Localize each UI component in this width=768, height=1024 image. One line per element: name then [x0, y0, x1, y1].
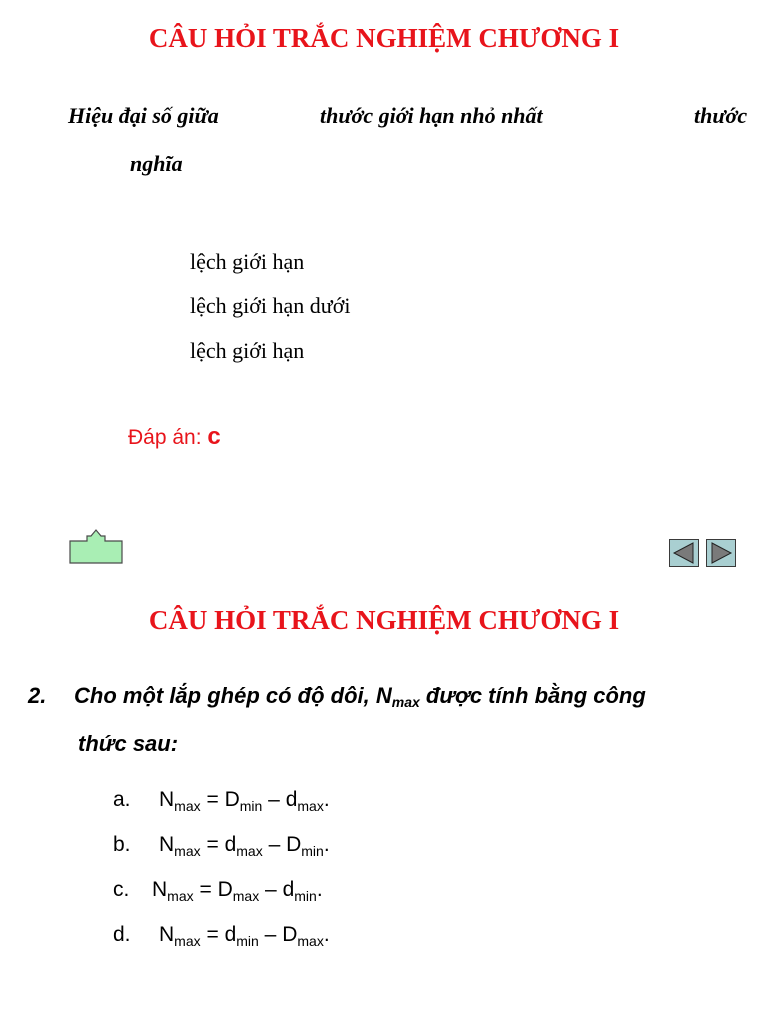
q2-text-a: Cho một lắp ghép có độ dôi, N	[74, 683, 392, 708]
slide2-option-c: $N_{max} = D_{max} - d_{min}$.	[152, 878, 323, 904]
slide2-option-a: $N_{max} = D_{min} - d_{max}$.	[159, 788, 330, 814]
slide2-option-letter-c: c.	[113, 878, 130, 901]
slide2-option-d: $N_{max} = d_{min} - D_{max}$.	[159, 923, 330, 949]
slide2-option-b: $N_{max} = d_{max} - D_{min}$.	[159, 833, 330, 859]
answer-value: c	[207, 423, 221, 450]
slide2-option-letter-a: a.	[113, 788, 131, 811]
question-part-3: thước	[694, 103, 748, 128]
slide1-option-1: lệch giới hạn	[190, 249, 305, 274]
home-up-icon[interactable]	[69, 528, 123, 564]
question-number: 2.	[28, 683, 47, 708]
next-triangle-icon	[707, 540, 735, 566]
answer-line	[128, 424, 221, 451]
slide1-option-2: lệch giới hạn dưới	[190, 293, 351, 318]
question-2-line-2: thức sau:	[78, 731, 179, 756]
slide1-title: CÂU HỎI TRẮC NGHIỆM CHƯƠNG I	[148, 23, 620, 53]
next-button[interactable]	[706, 539, 736, 567]
q2-sub: max	[391, 694, 420, 710]
slide2-option-letter-b: b.	[113, 833, 131, 856]
prev-button[interactable]	[669, 539, 699, 567]
prev-triangle-icon	[670, 540, 698, 566]
q2-text-b: được tính bằng công	[419, 683, 646, 708]
question-part-4: nghĩa	[130, 151, 183, 176]
slide2-title: CÂU HỎI TRẮC NGHIỆM CHƯƠNG I	[148, 605, 620, 635]
question-part-2: thước giới hạn nhỏ nhất	[320, 103, 543, 128]
slide2-option-letter-d: d.	[113, 923, 131, 946]
question-part-1: Hiệu đại số giữa	[68, 103, 219, 128]
answer-label: Đáp án:	[128, 426, 202, 449]
question-2-line-1	[74, 682, 646, 716]
slide1-option-3: lệch giới hạn	[190, 338, 305, 363]
